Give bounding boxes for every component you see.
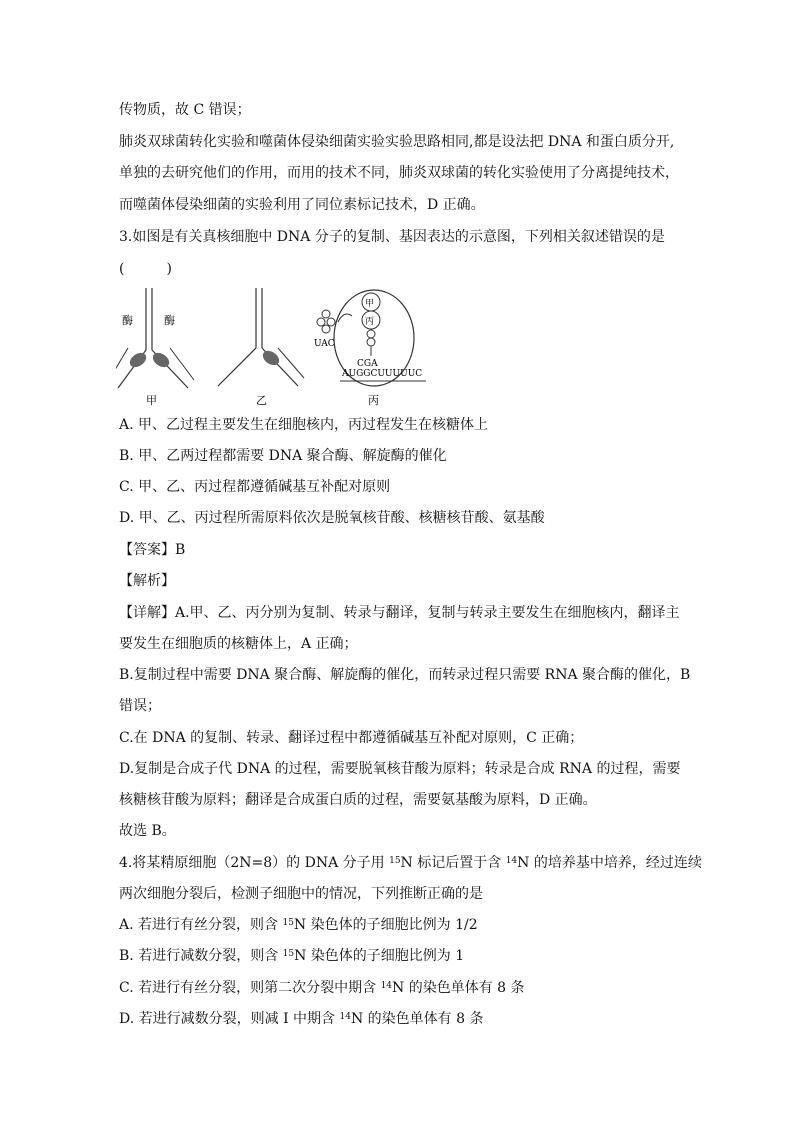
q3-figure: [116, 288, 436, 408]
prev-line-4: 而噬菌体侵染细菌的实验利用了同位素标记技术，D 正确。: [119, 197, 485, 213]
anticodon-uac: UAC: [314, 339, 335, 349]
q3-detail-line: B.复制过程中需要 DNA 聚合酶、解旋酶的催化，而转录过程只需要 RNA 聚合酶的催化，B: [119, 667, 691, 683]
q3-detail-line: 核糖核苷酸为原料；翻译是合成蛋白质的过程，需要氨基酸为原料，D 正确。: [119, 792, 597, 808]
figure-jia-replication: [116, 288, 194, 407]
q4-option-c: C. 若进行有丝分裂，则第二次分裂中期含 $^{14}$N 的染色单体有 8 条: [119, 980, 525, 996]
mrna-sequence: AUGGCUUUUUC: [342, 369, 423, 379]
label-yi: 乙: [256, 394, 267, 407]
q3-option-c: C. 甲、乙、丙过程都遵循碱基互补配对原则: [119, 479, 391, 495]
q4-stem-line-2: 两次细胞分裂后，检测子细胞中的情况，下列推断正确的是: [119, 886, 483, 902]
q3-answer: 【答案】B: [119, 542, 186, 558]
prev-line-2: 肺炎双球菌转化实验和噬菌体侵染细菌实验实验思路相同,都是设法把 DNA 和蛋白质分开,: [119, 134, 675, 150]
codon-cga: CGA: [357, 359, 378, 369]
q3-paren: ( ): [119, 261, 172, 277]
q3-detail-line: 【详解】A.甲、乙、丙分别为复制、转录与翻译，复制与转录主要发生在细胞核内，翻译主: [119, 605, 680, 621]
figure-yi-transcription: [218, 288, 304, 407]
q3-detail-line: 错误；: [119, 698, 161, 714]
q4-option-a: A. 若进行有丝分裂，则含 $^{15}$N 染色体的子细胞比例为 1/2: [119, 917, 478, 933]
q3-stem: 3.如图是有关真核细胞中 DNA 分子的复制、基因表达的示意图，下列相关叙述错误的是: [119, 229, 665, 245]
circle-jia: 甲: [365, 299, 375, 309]
q3-detail-line: 要发生在细胞质的核糖体上，A 正确；: [119, 636, 358, 652]
circle-bing: 丙: [365, 317, 375, 327]
enzyme-label-right: 酶: [164, 314, 175, 327]
q3-analysis-title: 【解析】: [119, 573, 175, 589]
enzyme-label-left: 酶: [122, 314, 133, 327]
q3-option-b: B. 甲、乙两过程都需要 DNA 聚合酶、解旋酶的催化: [119, 448, 447, 464]
q3-detail-line: C.在 DNA 的复制、转录、翻译过程中都遵循碱基互补配对原则，C 正确；: [119, 730, 584, 746]
q3-option-d: D. 甲、乙、丙过程所需原料依次是脱氧核苷酸、核糖核苷酸、氨基酸: [119, 510, 545, 526]
q4-stem-line-1: 4.将某精原细胞（2N=8）的 DNA 分子用 $^{15}$N 标记后置于含 $^{14}$N 的培养基中培养，经过连续: [119, 855, 702, 871]
prev-line-3: 单独的去研究他们的作用，而用的技术不同，肺炎双球菌的转化实验使用了分离提纯技术，: [119, 165, 679, 181]
q3-detail-line: 故选 B。: [119, 823, 176, 839]
prev-line-1: 传物质，故 C 错误；: [119, 102, 251, 118]
label-jia: 甲: [146, 394, 157, 407]
q3-detail-line: D.复制是合成子代 DNA 的过程，需要脱氧核苷酸为原料；转录是合成 RNA 的过程，需要: [119, 761, 681, 777]
q4-option-d: D. 若进行减数分裂，则减 I 中期含 $^{14}$N 的染色单体有 8 条: [119, 1011, 484, 1027]
q3-option-a: A. 甲、乙过程主要发生在细胞核内，丙过程发生在核糖体上: [119, 417, 489, 433]
label-bing: 丙: [368, 394, 379, 407]
q4-option-b: B. 若进行减数分裂，则含 $^{15}$N 染色体的子细胞比例为 1: [119, 948, 465, 964]
figure-bing-translation: [314, 290, 426, 407]
